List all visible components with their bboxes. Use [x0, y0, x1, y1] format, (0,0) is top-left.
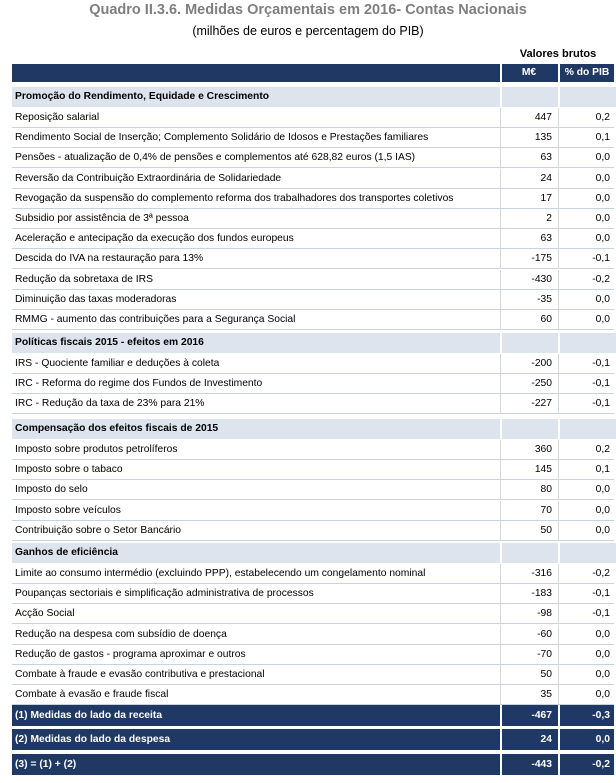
row-value-pib: 0,0: [558, 229, 614, 249]
row-value-me: -60: [500, 625, 556, 645]
row-label: Imposto do selo: [15, 484, 88, 495]
row-label: Imposto sobre produtos petrolíferos: [15, 444, 178, 455]
row-label: Redução na despesa com subsídio de doença: [15, 629, 227, 640]
total-value-me: 24: [500, 729, 556, 750]
section-heading-row: [12, 543, 614, 563]
table-row: [12, 501, 614, 521]
row-value-pib: -0,1: [558, 249, 614, 269]
row-label: Subsidio por assistência de 3ª pessoa: [15, 213, 189, 224]
row-value-pib: 0,0: [558, 501, 614, 521]
table-row: [12, 665, 614, 685]
section-heading-cell-me: [500, 87, 558, 107]
total-label: (1) Medidas do lado da receita: [15, 710, 163, 721]
row-value-me: -98: [500, 604, 556, 624]
section-heading-row: [12, 419, 614, 439]
row-value-pib: 0,0: [558, 665, 614, 685]
row-value-pib: 0,0: [558, 480, 614, 500]
table-row: [12, 249, 614, 269]
table-row: [12, 270, 614, 290]
section-heading: Políticas fiscais 2015 - efeitos em 2016: [15, 337, 204, 348]
header-pib: % do PIB: [558, 64, 614, 82]
row-label: Diminuição das taxas moderadoras: [15, 294, 177, 305]
table-row: [12, 604, 614, 624]
section-heading: Compensação dos efeitos fiscais de 2015: [15, 423, 219, 434]
row-value-me: -183: [500, 584, 556, 604]
header-me: M€: [500, 64, 556, 82]
row-value-pib: 0,0: [558, 169, 614, 189]
row-label: Contribuição sobre o Setor Bancário: [15, 525, 181, 536]
section-heading-row: [12, 87, 614, 107]
section-heading-cell-pib: [558, 333, 616, 353]
row-value-pib: 0,0: [558, 625, 614, 645]
row-value-pib: 0,0: [558, 521, 614, 541]
table-row: [12, 310, 614, 330]
row-value-pib: -0,1: [558, 604, 614, 624]
row-value-me: 35: [500, 685, 556, 705]
row-value-me: 447: [500, 108, 556, 128]
row-value-pib: 0,2: [558, 440, 614, 460]
row-value-pib: -0,1: [558, 374, 614, 394]
table-row: [12, 440, 614, 460]
row-value-me: 50: [500, 665, 556, 685]
table-row: [12, 584, 614, 604]
table-subtitle: (milhões de euros e percentagem do PIB): [192, 24, 424, 38]
row-label: Reversão da Contribuição Extraordinária de Solidariedade: [15, 173, 282, 184]
row-value-me: -316: [500, 564, 556, 584]
row-value-me: 2: [500, 209, 556, 229]
row-value-me: 360: [500, 440, 556, 460]
table-row: [12, 148, 614, 168]
row-label: Acção Social: [15, 608, 75, 619]
row-value-me: -200: [500, 354, 556, 374]
row-value-me: 17: [500, 189, 556, 209]
row-value-me: -175: [500, 249, 556, 269]
table-row: [12, 685, 614, 705]
row-value-me: -430: [500, 270, 556, 290]
section-heading-cell-me: [500, 419, 558, 439]
row-value-me: 135: [500, 128, 556, 148]
row-value-pib: -0,1: [558, 394, 614, 414]
row-label: Limite ao consumo intermédio (excluindo PPP), estabelecendo um congelamento nominal: [15, 568, 426, 579]
total-row: [12, 705, 614, 726]
row-value-me: -70: [500, 645, 556, 665]
row-label: Descida do IVA na restauração para 13%: [15, 253, 204, 264]
row-value-pib: 0,0: [558, 685, 614, 705]
row-label: Reposição salarial: [15, 112, 100, 123]
row-label: Aceleração e antecipação da execução dos fundos europeus: [15, 233, 294, 244]
table-row: [12, 394, 614, 414]
table-row: [12, 354, 614, 374]
total-value-pib: -0,2: [558, 754, 614, 775]
table-row: [12, 374, 614, 394]
row-value-pib: 0,0: [558, 310, 614, 330]
row-value-pib: 0,0: [558, 189, 614, 209]
row-value-pib: -0,2: [558, 270, 614, 290]
row-label: Redução da sobretaxa de IRS: [15, 274, 153, 285]
table-row: [12, 564, 614, 584]
table-row: [12, 108, 614, 128]
table-row: [12, 290, 614, 310]
row-value-pib: -0,1: [558, 584, 614, 604]
row-value-pib: -0,1: [558, 354, 614, 374]
table-row: [12, 128, 614, 148]
row-label: Imposto sobre o tabaco: [15, 464, 123, 475]
row-label: Imposto sobre veículos: [15, 505, 121, 516]
row-value-me: 50: [500, 521, 556, 541]
section-heading-cell-pib: [558, 419, 616, 439]
row-value-me: 70: [500, 501, 556, 521]
row-value-pib: 0,1: [558, 128, 614, 148]
row-value-me: 80: [500, 480, 556, 500]
row-label: Combate à evasão e fraude fiscal: [15, 689, 169, 700]
section-heading: Promoção do Rendimento, Equidade e Crescimento: [15, 91, 270, 102]
section-heading-cell-me: [500, 333, 558, 353]
table-row: [12, 209, 614, 229]
row-value-pib: 0,0: [558, 290, 614, 310]
row-value-me: 63: [500, 229, 556, 249]
column-header-row: [12, 64, 614, 82]
row-label: Revogação da suspensão do complemento reforma dos trabalhadores dos transportes coletivos: [15, 193, 454, 204]
section-heading-cell-me: [500, 543, 558, 563]
table-row: [12, 645, 614, 665]
section-heading: Ganhos de eficiência: [15, 547, 119, 558]
section-heading-cell-pib: [558, 543, 616, 563]
row-value-pib: 0,0: [558, 209, 614, 229]
row-label: IRC - Redução da taxa de 23% para 21%: [15, 398, 205, 409]
row-value-pib: 0,2: [558, 108, 614, 128]
row-value-me: -250: [500, 374, 556, 394]
row-value-pib: 0,1: [558, 460, 614, 480]
table-row: [12, 189, 614, 209]
row-value-pib: -0,2: [558, 564, 614, 584]
row-label: Pensões - atualização de 0,4% de pensões e complementos até 628,82 euros (1,5 IAS): [15, 152, 416, 163]
total-label: (3) = (1) + (2): [15, 759, 77, 770]
row-label: IRC - Reforma do regime dos Fundos de Investimento: [15, 378, 263, 389]
total-value-pib: -0,3: [558, 705, 614, 726]
row-value-me: 63: [500, 148, 556, 168]
total-row: [12, 729, 614, 750]
table-row: [12, 480, 614, 500]
row-label: Combate à fraude e evasão contributiva e prestacional: [15, 669, 265, 680]
row-value-me: 60: [500, 310, 556, 330]
table-row: [12, 229, 614, 249]
row-label: Poupanças sectoriais e simplificação administrativa de processos: [15, 588, 314, 599]
table-title: Quadro II.3.6. Medidas Orçamentais em 2016- Contas Nacionais: [89, 2, 527, 18]
row-value-me: -227: [500, 394, 556, 414]
section-heading-cell-pib: [558, 87, 616, 107]
row-label: RMMG - aumento das contribuições para a Segurança Social: [15, 314, 296, 325]
row-label: Rendimento Social de Inserção; Complemento Solidário de Idosos e Prestações familiares: [15, 132, 429, 143]
total-value-pib: 0,0: [558, 729, 614, 750]
table-row: [12, 521, 614, 541]
row-label: Redução de gastos - programa aproximar e outros: [15, 649, 246, 660]
table-row: [12, 460, 614, 480]
row-value-pib: 0,0: [558, 645, 614, 665]
table-row: [12, 625, 614, 645]
row-value-me: -35: [500, 290, 556, 310]
table-row: [12, 169, 614, 189]
total-value-me: -467: [500, 705, 556, 726]
section-heading-row: [12, 333, 614, 353]
row-label: IRS - Quociente familiar e deduções à coleta: [15, 358, 220, 369]
row-value-me: 145: [500, 460, 556, 480]
total-value-me: -443: [500, 754, 556, 775]
total-row: [12, 754, 614, 775]
total-label: (2) Medidas do lado da despesa: [15, 734, 171, 745]
row-value-me: 24: [500, 169, 556, 189]
row-value-pib: 0,0: [558, 148, 614, 168]
valores-brutos-label: Valores brutos: [519, 48, 597, 60]
